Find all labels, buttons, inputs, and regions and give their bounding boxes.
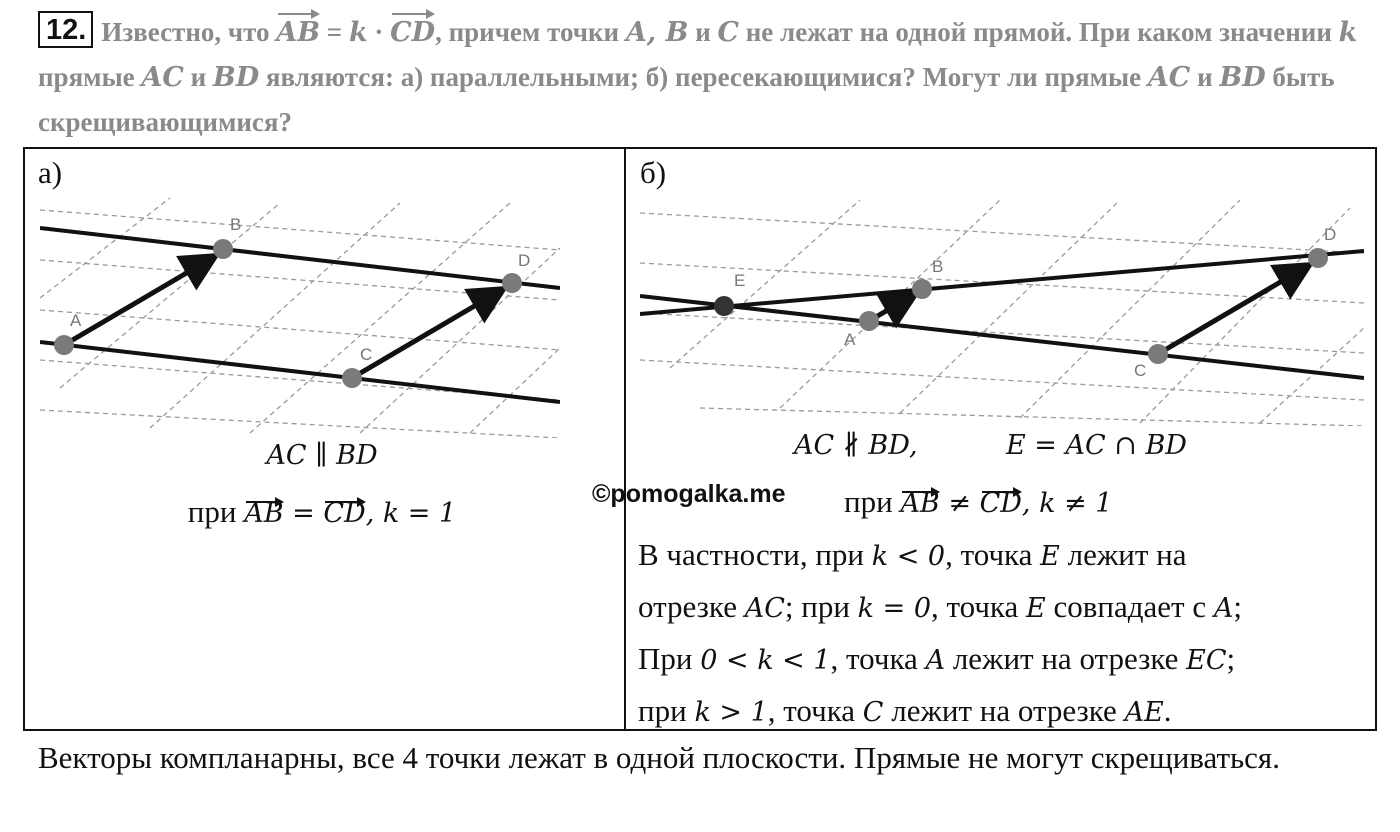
vector-cd-arrow — [1158, 267, 1306, 354]
condition-k-not-1 — [844, 484, 1112, 520]
problem-text: = — [320, 17, 349, 47]
cond-prefix: при — [844, 484, 901, 519]
line-ac: AC — [1147, 62, 1191, 93]
explanation-text — [638, 530, 1242, 738]
grid-lines — [640, 200, 1364, 426]
explanation-line-3: При 0 < k < 1, точка A лежит на отрезке EC; — [638, 641, 1236, 676]
point-a — [859, 311, 879, 331]
explanation-line-4: при k > 1, точка C лежит на отрезке AE. — [638, 693, 1172, 728]
explanation-line-2: отрезке AC; при k = 0, точка E совпадает с A; — [638, 589, 1242, 624]
problem-text: являются: а) параллельными; б) пересекающимися? Могут ли прямые — [259, 62, 1148, 92]
table-divider — [624, 147, 626, 731]
separator: , — [365, 498, 383, 529]
point-c: C — [717, 17, 739, 48]
line-bd: BD — [1219, 62, 1266, 93]
vectors — [869, 267, 1306, 354]
problem-text: прямые — [38, 62, 142, 92]
problem-text: , причем точки — [435, 17, 626, 47]
vector-ab: AB — [244, 498, 284, 529]
problem-text: · — [367, 17, 391, 47]
problem-text: Известно, что — [101, 17, 277, 47]
vector-cd: CD — [979, 488, 1022, 519]
conclusion-text: Векторы компланарны, все 4 точки лежат в одной плоскости. Прямые не могут скрещиваться. — [38, 740, 1280, 775]
problem-text: и — [1190, 62, 1220, 92]
vector-ab: AB — [276, 10, 320, 55]
diagram-intersecting — [640, 188, 1364, 426]
grid-lines — [40, 198, 560, 438]
point-d — [502, 273, 522, 293]
problem-number: 12. — [38, 11, 93, 48]
vector-cd-arrow — [352, 291, 500, 378]
problem-text: и — [688, 17, 718, 47]
line-bd: BD — [212, 62, 260, 93]
problem-statement — [38, 10, 1378, 145]
relation-not-parallel: AC ∦ BD, — [794, 430, 918, 461]
point-label-b: B — [932, 257, 944, 276]
problem-text: быть скрещивающимися? — [38, 62, 1335, 137]
point-label-c: C — [1134, 361, 1147, 380]
problem-text: и — [183, 62, 213, 92]
var-k: k — [1338, 17, 1358, 48]
point-e — [714, 296, 734, 316]
vectors — [64, 258, 500, 378]
cond-prefix: при — [187, 494, 245, 529]
point-label-c: C — [360, 345, 373, 364]
point-label-a: A — [70, 311, 82, 330]
points — [54, 239, 522, 388]
explanation-line-1: В частности, при k < 0, точка E лежит на — [638, 537, 1187, 572]
watermark: ©pomogalka.me — [592, 480, 786, 508]
point-label-d: D — [518, 251, 531, 270]
k-condition: k = 1 — [382, 498, 457, 529]
problem-text: не лежат на одной прямой. При каком значении — [739, 17, 1339, 47]
vector-ab-arrow — [64, 258, 212, 345]
vector-cd: CD — [390, 10, 435, 55]
line-ac — [40, 342, 560, 402]
point-label-e: E — [734, 271, 746, 290]
point-label-a: A — [844, 330, 856, 349]
point-a — [54, 335, 74, 355]
line-ac: AC — [141, 62, 184, 93]
cell-b-label: б) — [640, 155, 667, 190]
point-c — [342, 368, 362, 388]
separator: , — [1021, 488, 1040, 519]
point-label-d: D — [1324, 225, 1337, 244]
point-d — [1308, 248, 1328, 268]
var-k: k — [348, 17, 368, 48]
point-b — [912, 279, 932, 299]
line-bd — [40, 228, 560, 288]
cell-a-label: а) — [38, 155, 63, 190]
condition-k-equals-1 — [0, 494, 644, 530]
k-condition: k ≠ 1 — [1039, 488, 1113, 519]
points-ab: A, B — [625, 17, 689, 48]
lines — [640, 251, 1364, 378]
relation-parallel: AC ∥ BD — [266, 440, 378, 471]
point-b — [213, 239, 233, 259]
point-label-b: B — [230, 215, 242, 234]
vector-cd: CD — [323, 498, 366, 529]
point-labels — [70, 215, 530, 364]
point-c — [1148, 344, 1168, 364]
neq-sign: ≠ — [939, 488, 980, 519]
diagram-parallel — [40, 188, 560, 438]
intersection-point: E = AC ∩ BD — [1006, 430, 1187, 461]
vector-ab: AB — [900, 488, 940, 519]
eq-sign: = — [283, 498, 324, 529]
